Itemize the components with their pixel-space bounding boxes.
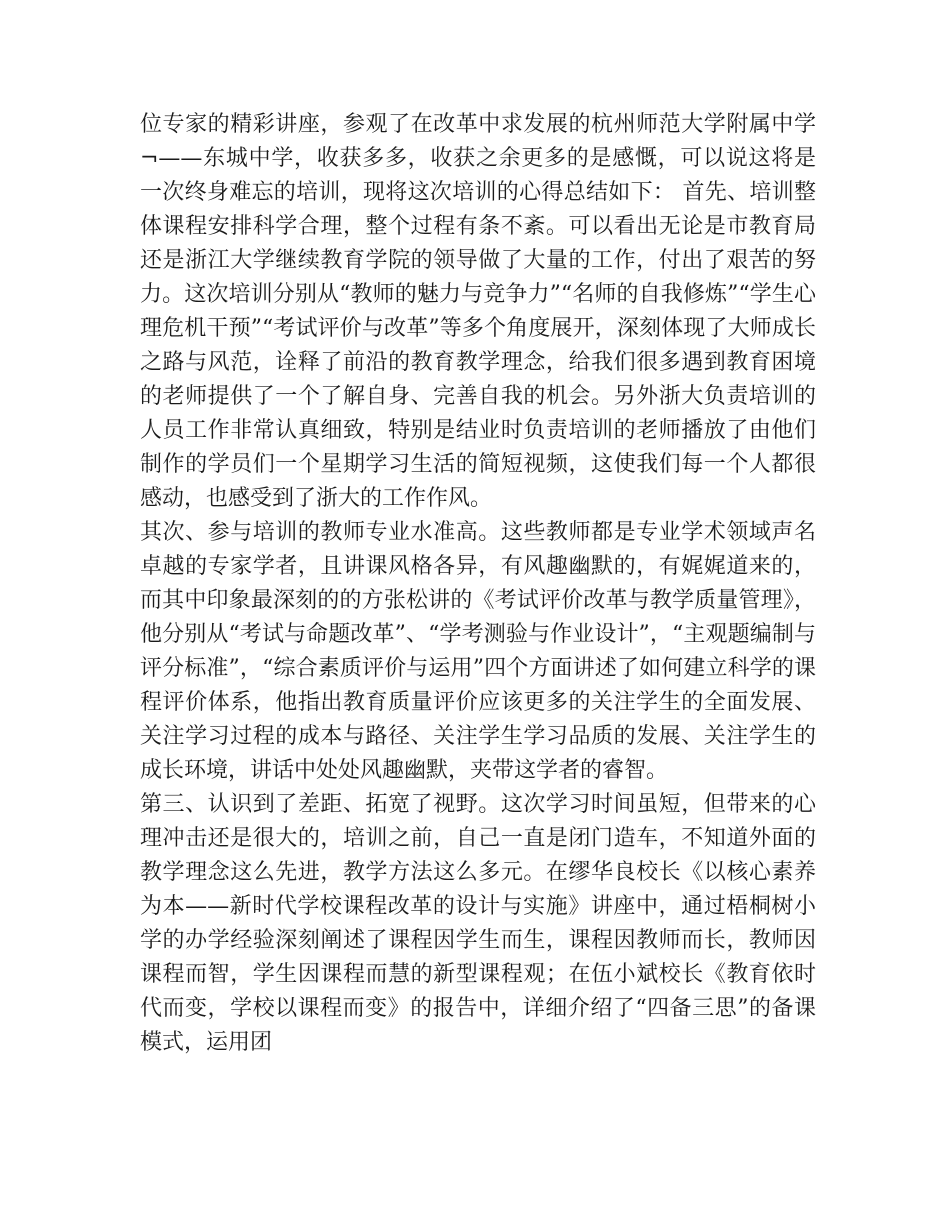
document-page <box>140 108 816 1060</box>
paragraph-training-overview: 位专家的精彩讲座，参观了在改革中求发展的杭州师范大学附属中学¬——东城中学，收获多多，收获之余更多的是感慨，可以说这将是一次终身难忘的培训，现将这次培训的心得总结如下： 首先、培训整体课程安排科学合理，整个过程有条不紊。可以看出无论是市教育局还是浙江大学继续教育学院的领导做了大量的工作，付出了艰苦的努力。这次培训分别从“教师的魅力与竞争力”“名师的自我修炼”“学生心理危机干预”“考试评价与改革”等多个角度展开，深刻体现了大师成长之路与风范，诠释了前沿的教育教学理念，给我们很多遇到教育困境的老师提供了一个了解自身、完善自我的机会。另外浙大负责培训的人员工作非常认真细致，特别是结业时负责培训的老师播放了由他们制作的学员们一个星期学习生活的简短视频，这使我们每一个人都很感动，也感受到了浙大的工作作风。 <box>140 112 816 511</box>
paragraph-teacher-expertise: 其次、参与培训的教师专业水准高。这些教师都是专业学术领域声名卓越的专家学者，且讲课风格各异，有风趣幽默的，有娓娓道来的，而其中印象最深刻的的方张松讲的《考试评价改革与教学质量管理》，他分别从“考试与命题改革”、“学考测验与作业设计”，“主观题编制与评分标准”，“综合素质评价与运用”四个方面讲述了如何建立科学的课程评价体系，他指出教育质量评价应该更多的关注学生的全面发展、关注学习过程的成本与路径、关注学生学习品质的发展、关注学生的成长环境，讲话中处处风趣幽默，夹带这学者的睿智。 <box>140 520 816 783</box>
paragraph-broadened-vision: 第三、认识到了差距、拓宽了视野。这次学习时间虽短，但带来的心理冲击还是很大的，培训之前，自己一直是闭门造车，不知道外面的教学理念这么先进，教学方法这么多元。在缪华良校长《以核心素养为本——新时代学校课程改革的设计与实施》讲座中，通过梧桐树小学的办学经验深刻阐述了课程因学生而生，课程因教师而长，教师因课程而智，学生因课程而慧的新型课程观；在伍小斌校长《教育依时代而变，学校以课程而变》的报告中，详细介绍了“四备三思”的备课模式，运用团 <box>140 792 816 1055</box>
